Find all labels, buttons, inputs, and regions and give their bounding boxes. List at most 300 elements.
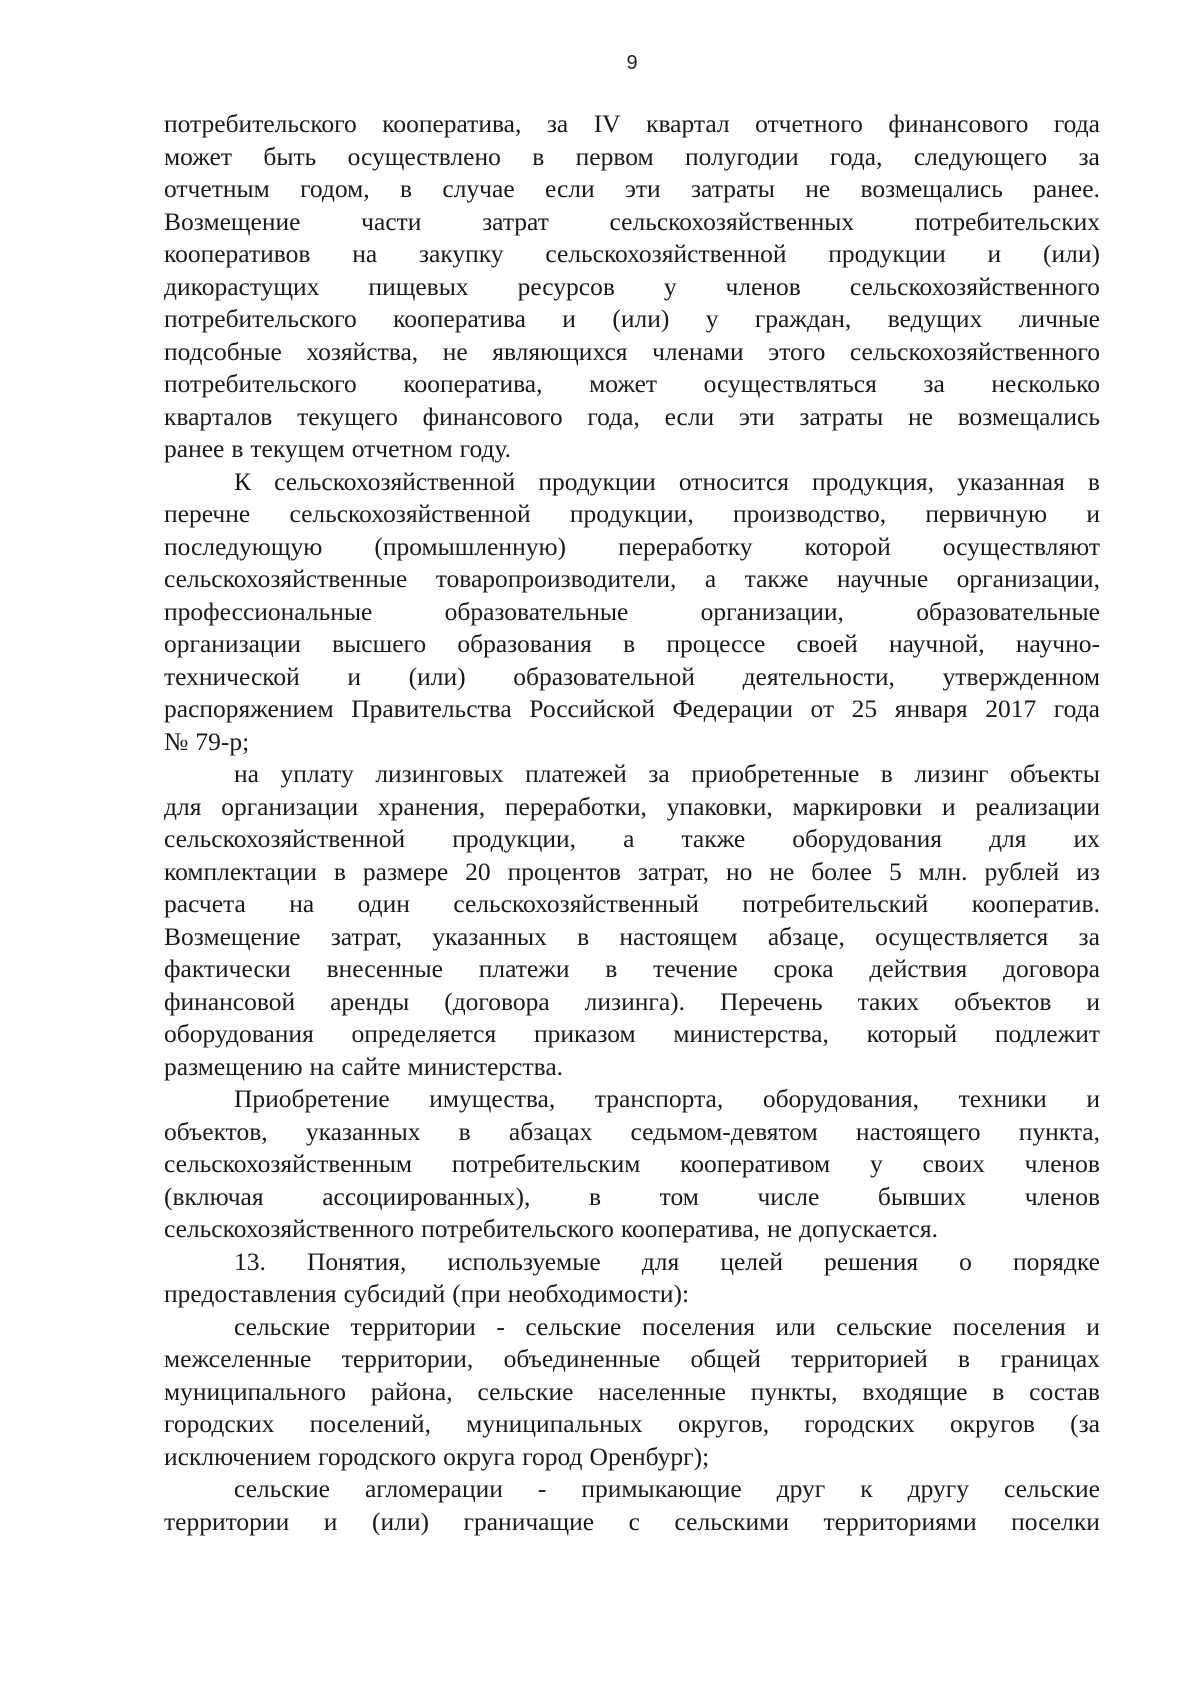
word: которой	[804, 531, 891, 561]
word: сельские	[477, 1376, 574, 1406]
word: абзаце,	[767, 921, 845, 951]
word: и	[1086, 986, 1100, 1016]
word: переработки,	[504, 791, 647, 821]
text-line	[164, 1376, 1100, 1409]
word: закупку	[418, 239, 504, 268]
word: общей	[690, 1344, 761, 1373]
word: потребительский	[742, 889, 929, 918]
word: являющихся	[492, 336, 628, 366]
word: сельскохозяйственного	[849, 271, 1100, 301]
word: территории,	[341, 1344, 474, 1373]
text-line	[164, 173, 1100, 206]
word: потребительским	[451, 1149, 641, 1178]
word: продукции	[538, 466, 656, 496]
word: числе	[757, 1181, 820, 1211]
page-number: 9	[626, 52, 638, 74]
word: ресурсов	[517, 271, 615, 301]
word: осуществляться	[703, 369, 877, 398]
word: сельскими	[674, 1506, 789, 1536]
text-line	[164, 401, 1100, 434]
text-line	[164, 726, 1100, 759]
word: сельскохозяйственной	[164, 824, 406, 853]
word: настоящего	[855, 1116, 981, 1146]
word: случае	[442, 174, 515, 203]
word: года,	[829, 141, 883, 171]
word: граждан,	[754, 304, 852, 333]
text-line	[164, 1051, 1100, 1084]
word: муниципального	[164, 1376, 346, 1406]
word: министерства,	[673, 1019, 829, 1048]
word: 5	[888, 856, 902, 886]
word: объекты	[1010, 759, 1100, 788]
word: границах	[1000, 1344, 1100, 1373]
word: в	[958, 1344, 971, 1373]
word: седьмом-девятом	[630, 1116, 818, 1146]
word: возмещались	[957, 401, 1100, 431]
text-line	[164, 758, 1100, 791]
word: своих	[922, 1149, 985, 1178]
text-line	[164, 1473, 1100, 1506]
word: возмещались	[860, 174, 1003, 203]
word: образования	[457, 629, 592, 658]
word: финансового	[422, 401, 563, 431]
word: упаковки,	[666, 791, 773, 821]
text-line	[164, 628, 1100, 661]
word: сельские	[234, 1474, 330, 1503]
word: на	[289, 889, 315, 918]
word: может	[589, 369, 658, 398]
word: лизинга).	[584, 986, 686, 1016]
word: Федерации	[672, 694, 793, 723]
word: если	[664, 401, 715, 431]
word: (договора	[444, 986, 550, 1016]
word: (за	[1070, 1409, 1100, 1438]
word: оборудования	[792, 824, 943, 853]
word: (промышленную)	[374, 531, 567, 561]
word: пищевых	[368, 271, 469, 301]
text-line	[164, 693, 1100, 726]
word: объектов,	[164, 1116, 268, 1146]
word: не	[442, 336, 468, 366]
word: сельские	[1003, 1474, 1100, 1503]
word: более	[811, 856, 872, 886]
word: сайте	[341, 1051, 401, 1081]
word: их	[1073, 824, 1100, 853]
word: населенные	[598, 1376, 726, 1406]
word: членами	[652, 336, 744, 366]
word: затраты	[691, 174, 775, 203]
word: пункта,	[1018, 1116, 1100, 1146]
word: и	[562, 304, 576, 333]
word: и	[941, 791, 956, 821]
word: определяется	[351, 1019, 497, 1048]
word: решения	[824, 1246, 919, 1276]
word: в	[400, 174, 413, 203]
text-line	[164, 1083, 1100, 1116]
word: ведущих	[887, 304, 983, 333]
word: оборудования,	[762, 1084, 919, 1113]
word: один	[357, 889, 410, 918]
word: высшего	[332, 629, 427, 658]
word: агломерации	[364, 1474, 503, 1503]
word: быть	[263, 141, 317, 171]
word: сельские	[234, 1311, 330, 1341]
text-line	[164, 1278, 1100, 1311]
text-line	[164, 1018, 1100, 1051]
word: научные	[836, 564, 929, 593]
word: году.	[459, 434, 512, 463]
word: сельскохозяйственной	[545, 239, 787, 268]
word: маркировки	[792, 791, 923, 821]
word: оборудования	[164, 1019, 314, 1048]
word: за	[923, 369, 945, 398]
word: комплектации	[164, 856, 317, 886]
word: в	[532, 141, 545, 171]
word: к	[860, 1474, 873, 1503]
word: IV	[593, 109, 621, 138]
word: распоряжением	[164, 694, 334, 723]
text-line	[164, 433, 1100, 466]
word: абзацах	[508, 1116, 593, 1146]
word: и	[1086, 1311, 1100, 1341]
word: года,	[587, 401, 640, 431]
word: перечне	[164, 499, 251, 528]
word: аренды	[330, 986, 410, 1016]
text-line	[164, 888, 1100, 921]
text-line	[164, 1343, 1100, 1376]
word: из	[1076, 856, 1100, 886]
word: у	[705, 304, 719, 333]
text-line	[164, 498, 1100, 531]
word: и	[323, 1506, 338, 1536]
word: не	[805, 174, 831, 203]
word: полугодии	[684, 141, 799, 171]
word: на	[352, 239, 378, 268]
word: отчетным	[164, 174, 270, 203]
word: затраты	[799, 401, 884, 431]
word: хранения,	[377, 791, 486, 821]
word: исключением	[164, 1441, 312, 1471]
word: сельские	[525, 1311, 622, 1341]
word: внесенные	[326, 954, 443, 983]
word: для	[641, 1246, 680, 1276]
word: кооператива,	[382, 109, 522, 138]
word: фактически	[164, 954, 291, 983]
word: технической	[164, 661, 300, 691]
text-line	[164, 206, 1100, 239]
word: (при	[452, 1279, 501, 1308]
text-line	[164, 1311, 1100, 1344]
word: текущего	[297, 401, 398, 431]
word: в	[333, 856, 346, 886]
text-line	[164, 856, 1100, 889]
word: лизинг	[914, 759, 989, 788]
word: сельскохозяйственных	[609, 206, 855, 236]
word: кварталов	[164, 401, 273, 431]
word: указанных	[432, 921, 547, 951]
word: транспорта,	[594, 1084, 724, 1113]
word: сельскохозяйственной	[274, 466, 516, 496]
word: -	[537, 1474, 547, 1503]
word: Возмещение	[164, 921, 301, 951]
word: поселки	[1011, 1506, 1100, 1536]
word: и	[1086, 499, 1100, 528]
text-line	[164, 1408, 1100, 1441]
word: профессиональные	[164, 596, 373, 626]
text-line	[164, 141, 1100, 174]
word: деятельности,	[742, 661, 895, 691]
word: научно-	[1015, 629, 1100, 658]
word: товаропроизводители,	[435, 564, 677, 593]
text-line	[164, 953, 1100, 986]
word: входящие	[862, 1376, 968, 1406]
word: в	[458, 1116, 471, 1146]
word: потребительских	[914, 206, 1100, 236]
word: территории	[350, 1311, 476, 1341]
word: этого	[768, 336, 826, 366]
word: в	[992, 1376, 1005, 1406]
word: личные	[1018, 304, 1100, 333]
word: межселенные	[164, 1344, 312, 1373]
text-line	[164, 531, 1100, 564]
word: сельскохозяйственные	[164, 564, 408, 593]
word: образовательной	[513, 661, 695, 691]
word: расчета	[164, 889, 246, 918]
text-line	[164, 368, 1100, 401]
word: Возмещение	[164, 206, 301, 236]
word: членов	[1024, 1181, 1100, 1211]
word: а	[623, 824, 635, 853]
word: продукции	[828, 239, 946, 268]
word: первичную	[925, 499, 1048, 528]
word: первом	[575, 141, 654, 171]
word: затрат,	[330, 921, 402, 951]
word: кооператива,	[403, 369, 543, 398]
word: не	[769, 856, 795, 886]
word: объединенные	[503, 1344, 661, 1373]
word: целей	[720, 1246, 783, 1276]
text-line	[164, 108, 1100, 141]
word: следующего	[913, 141, 1048, 171]
word: порядке	[1013, 1246, 1100, 1276]
word: не	[767, 1214, 792, 1243]
word: продукция,	[812, 466, 934, 496]
word: необходимости):	[507, 1279, 690, 1308]
word: территориями	[823, 1506, 977, 1536]
text-line	[164, 1441, 1100, 1474]
word: приобретенные	[691, 759, 860, 788]
word: процентов	[507, 856, 621, 886]
word: 25	[851, 694, 878, 723]
text-line	[164, 986, 1100, 1019]
word: от	[810, 694, 835, 723]
word: №	[164, 726, 189, 756]
word: город	[522, 1441, 583, 1471]
word: сельскохозяйственного	[164, 1214, 415, 1243]
text-line	[164, 791, 1100, 824]
word: уплату	[280, 759, 354, 788]
word: размере	[362, 856, 449, 886]
text-line	[164, 661, 1100, 694]
text-line	[164, 1246, 1100, 1279]
document-body	[164, 108, 1100, 1538]
word: в	[623, 629, 636, 658]
word: части	[361, 206, 422, 236]
word: другу	[907, 1474, 969, 1503]
word: производство,	[732, 499, 887, 528]
word: министерства.	[407, 1051, 564, 1081]
word: продукции,	[569, 499, 694, 528]
word: годом,	[300, 174, 370, 203]
word: членов	[1024, 1149, 1100, 1178]
text-line	[164, 466, 1100, 499]
word: потребительского	[164, 304, 357, 333]
word: (или)	[408, 661, 466, 691]
word: городского	[318, 1441, 437, 1471]
word: поселения	[952, 1311, 1066, 1341]
text-line	[164, 1116, 1100, 1149]
word: района,	[370, 1376, 453, 1406]
word: ранее	[164, 434, 225, 463]
word: затрат,	[637, 856, 710, 886]
word: платежи	[478, 954, 570, 983]
word: финансового	[888, 109, 1029, 138]
word: (или)	[371, 1506, 429, 1536]
text-line	[164, 271, 1100, 304]
word: округов,	[677, 1409, 770, 1438]
word: членов	[725, 271, 801, 301]
word: приказом	[533, 1019, 636, 1048]
word: января	[894, 694, 968, 723]
word: организации	[164, 629, 301, 658]
word: рублей	[984, 856, 1060, 886]
word: сельскохозяйственной	[289, 499, 531, 528]
word: 20	[465, 856, 491, 886]
word: объектов	[954, 986, 1052, 1016]
text-line	[164, 336, 1100, 369]
word: техники	[958, 1084, 1047, 1113]
word: сельские	[836, 1311, 933, 1341]
text-line	[164, 921, 1100, 954]
word: Понятия,	[306, 1246, 407, 1276]
word: за	[648, 759, 670, 788]
word: своей	[796, 629, 858, 658]
word: субсидий	[343, 1279, 446, 1308]
text-line	[164, 1148, 1100, 1181]
word: а	[704, 564, 717, 593]
word: Оренбург);	[589, 1441, 710, 1471]
word: несколько	[991, 369, 1100, 398]
word: в	[577, 921, 590, 951]
word: утвержденном	[942, 661, 1100, 691]
word: млн.	[918, 856, 968, 886]
word: организации	[221, 791, 359, 821]
word: осуществляется	[875, 921, 1049, 951]
word: действия	[869, 954, 968, 983]
word: территории	[164, 1506, 290, 1536]
word: потребительского	[164, 109, 357, 138]
word: сельскохозяйственного	[849, 336, 1100, 366]
word: имущества,	[429, 1084, 556, 1113]
word: допускается.	[799, 1214, 938, 1243]
word: за	[546, 109, 569, 138]
word: о	[959, 1246, 972, 1276]
word: кооперативом	[680, 1149, 831, 1178]
word: может	[164, 141, 232, 171]
word: в	[1087, 466, 1100, 496]
word: ассоциированных),	[322, 1181, 531, 1211]
text-line	[164, 238, 1100, 271]
word: пункты,	[750, 1376, 838, 1406]
word: сельскохозяйственным	[164, 1149, 413, 1178]
word: настоящем	[619, 921, 738, 951]
word: в	[589, 1181, 602, 1211]
word: кооператива,	[620, 1214, 761, 1243]
word: но	[726, 856, 753, 886]
word: срока	[773, 954, 834, 983]
word: сельскохозяйственный	[453, 889, 699, 918]
word: том	[659, 1181, 699, 1211]
word: в	[231, 434, 244, 463]
text-line	[164, 1213, 1100, 1246]
word: 13.	[234, 1246, 266, 1276]
text-line	[164, 823, 1100, 856]
word: округа	[443, 1441, 516, 1471]
word: эти	[738, 401, 775, 431]
text-line	[164, 1181, 1100, 1214]
word: если	[544, 174, 595, 203]
word: Приобретение	[234, 1084, 390, 1113]
word: процессе	[666, 629, 766, 658]
word: 79-р;	[195, 726, 250, 756]
word: за	[1078, 141, 1100, 171]
word: К	[234, 466, 252, 496]
word: затрат	[482, 206, 549, 236]
word: муниципальных	[466, 1409, 643, 1438]
word: относится	[678, 466, 789, 496]
word: Правительства	[351, 694, 512, 723]
text-line	[164, 303, 1100, 336]
word: кооператив.	[971, 889, 1100, 918]
word: в	[880, 759, 893, 788]
word: (или)	[1042, 239, 1100, 268]
word: договора	[1003, 954, 1100, 983]
word: года	[1053, 694, 1100, 723]
word: (включая	[164, 1181, 264, 1211]
word: образовательные	[916, 596, 1100, 626]
word: бывших	[877, 1181, 967, 1211]
word: указанная	[957, 466, 1065, 496]
word: друг	[776, 1474, 826, 1503]
word: для	[989, 824, 1027, 853]
word: не	[908, 401, 933, 431]
word: кооперативов	[164, 239, 311, 268]
word: текущем	[250, 434, 345, 463]
word: осуществлено	[347, 141, 501, 171]
word: финансовой	[164, 986, 296, 1016]
word: Российской	[529, 694, 655, 723]
word: дикорастущих	[164, 271, 320, 301]
text-line	[164, 1506, 1100, 1539]
word: также	[681, 824, 746, 853]
word: на	[309, 1051, 335, 1081]
word: также	[744, 564, 809, 593]
word: 2017	[985, 694, 1037, 723]
word: примыкающие	[581, 1474, 742, 1503]
word: и	[987, 239, 1002, 268]
word: или	[775, 1311, 816, 1341]
word: платежей	[525, 759, 627, 788]
